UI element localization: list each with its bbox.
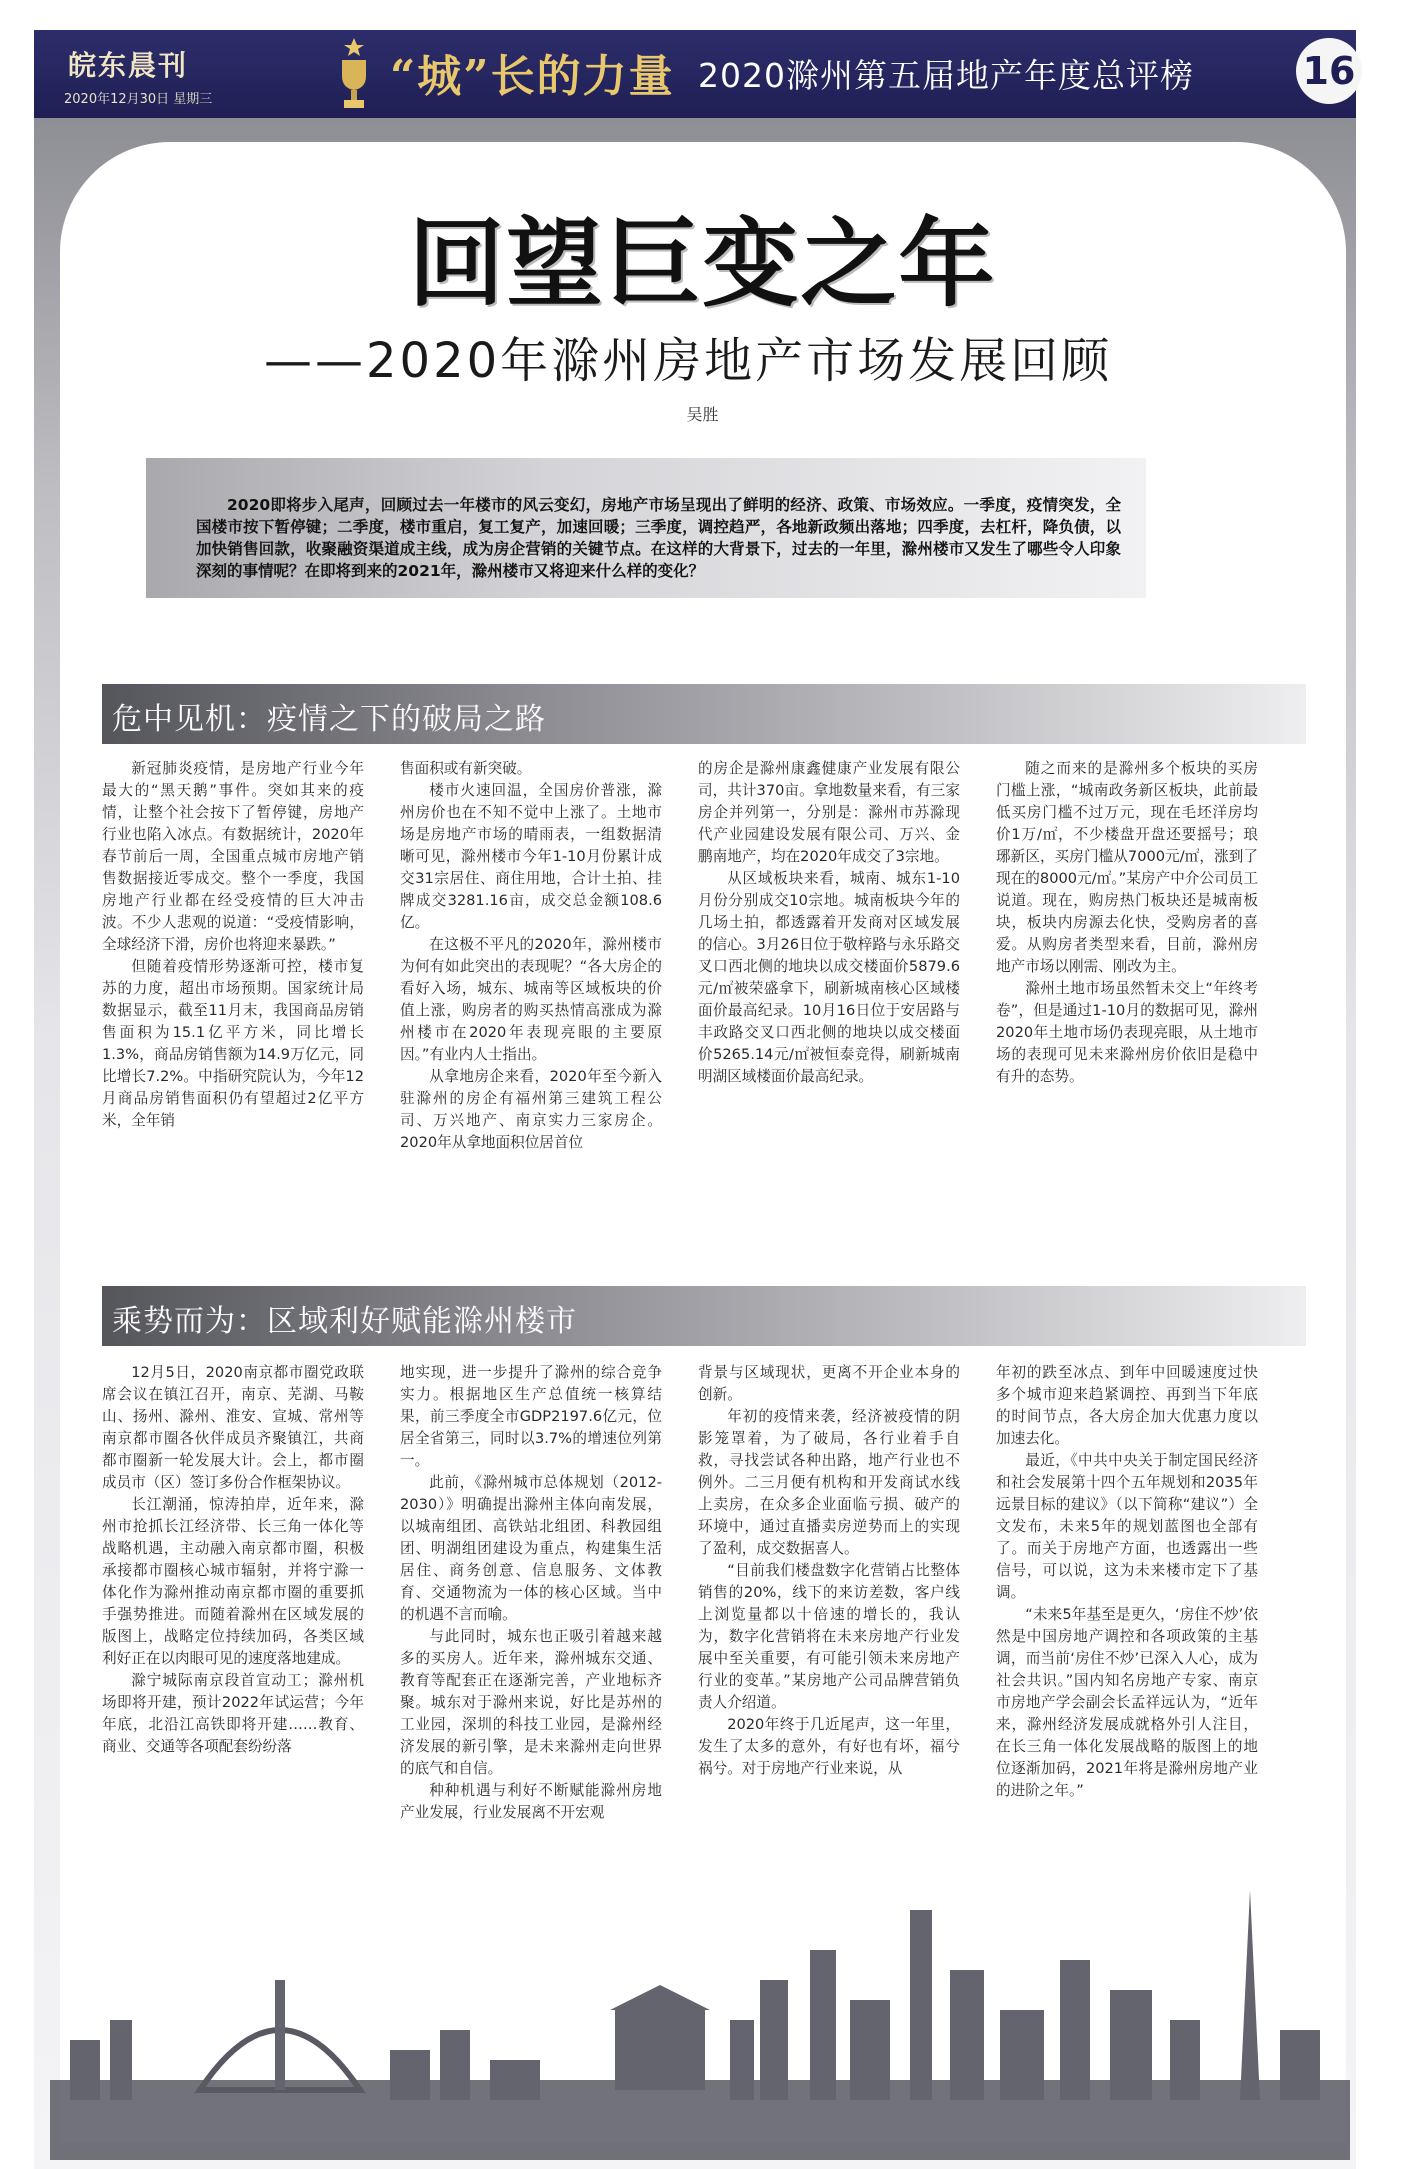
article-subtitle: ——2020年滁州房地产市场发展回顾 bbox=[264, 333, 1113, 389]
paragraph: “目前我们楼盘数字化营销占比整体销售的20%，线下的来访差数，客户线上浏览量都以十倍速的增长的，我认为，数字化营销将在未来房地产行业发展中至关重要，有可能引领未来房地产行业的变革。”某房地产公司品牌营销负责人介绍道。 bbox=[698, 1562, 960, 1711]
paragraph: 年初的跌至冰点、到年中回暖速度过快多个城市迎来趋紧调控、再到当下年底的时间节点，各大房企加大优惠力度以加速去化。 bbox=[996, 1364, 1258, 1447]
paragraph: 种种机遇与利好不断赋能滁州房地产业发展，行业发展离不开宏观 bbox=[400, 1782, 662, 1821]
paragraph: 滁州土地市场虽然暂未交上“年终考卷”，但是通过1-10月的数据可见，滁州2020年土地市场仍表现亮眼，从土地市场的表现可见未来滁州房价依旧是稳中有升的态势。 bbox=[996, 980, 1258, 1085]
issue-date: 2020年12月30日 星期三 bbox=[64, 92, 213, 107]
paragraph: 长江潮涌，惊涛拍岸，近年来，滁州市抢抓长江经济带、长三角一体化等战略机遇，主动融入南京都市圈，积极承接都市圈核心城市辐射，并将宁滁一体化作为滁州推动南京都市圈的重要抓手强势推进。而随着滁州在区域发展的版图上，战略定位持续加码，各类区域利好正在以肉眼可见的速度落地建成。 bbox=[102, 1496, 364, 1667]
trophy-icon bbox=[334, 36, 374, 112]
text-column bbox=[996, 758, 1258, 1154]
text-column bbox=[400, 1362, 662, 1824]
paragraph: 楼市火速回温，全国房价普涨，滁州房价也在不知不觉中上涨了。土地市场是房地产市场的晴雨表，一组数据清晰可见，滁州楼市今年1-10月份累计成交31宗居住、商住用地，合计土拍、挂牌成交3281.16亩，成交总金额108.6亿。 bbox=[400, 782, 662, 931]
section-heading-bar bbox=[102, 1286, 1306, 1346]
paragraph: 此前，《滁州城市总体规划（2012-2030）》明确提出滁州主体向南发展，以城南组团、高铁站北组团、科教园组团、明湖组团建设为重点，构建集生活居住、商务创意、信息服务、文体教育、交通物流为一体的核心区域。当中的机遇不言而喻。 bbox=[400, 1474, 662, 1623]
header-slogan: “城”长的力量 bbox=[390, 51, 675, 102]
text-column bbox=[698, 758, 960, 1154]
paragraph: 2020年终于几近尾声，这一年里，发生了太多的意外，有好也有坏，福兮祸兮。对于房地产行业来说，从 bbox=[698, 1716, 960, 1777]
paragraph: 从区域板块来看，城南、城东1-10月份分别成交10宗地。城南板块今年的几场土拍，都透露着开发商对区域发展的信心。3月26日位于敬梓路与永乐路交叉口西北侧的地块以成交楼面价5879.6元/㎡被荣盛拿下，刷新城南核心区域楼面价最高纪录。10月16日位于安居路与丰政路交叉口西北侧的地块以成交楼面价5265.14元/㎡被恒泰竞得，刷新城南明湖区域楼面价最高纪录。 bbox=[698, 870, 960, 1085]
section-body bbox=[102, 1362, 1258, 1824]
section-heading: 危中见机：疫情之下的破局之路 bbox=[112, 702, 546, 737]
paragraph: 从拿地房企来看，2020年至今新入驻滁州的房企有福州第三建筑工程公司、万兴地产、南京实力三家房企。2020年从拿地面积位居首位 bbox=[400, 1068, 662, 1151]
text-column bbox=[996, 1362, 1258, 1824]
paragraph: 背景与区域现状，更离不开企业本身的创新。 bbox=[698, 1364, 960, 1403]
paragraph: 最近，《中共中央关于制定国民经济和社会发展第十四个五年规划和2035年远景目标的建议》（以下简称“建议”）全文发布，未来5年的规划蓝图也全部有了。而关于房地产方面，也透露出一些信号，可以说，这为未来楼市定下了基调。 bbox=[996, 1452, 1258, 1601]
article-title: 回望巨变之年 bbox=[408, 208, 997, 320]
section-body bbox=[102, 758, 1258, 1154]
paragraph: “未来5年基至是更久，‘房住不炒’依然是中国房地产调控和各项政策的主基调，而当前‘房住不炒’已深入人心，成为社会共识。”国内知名房地产专家、南京市房地产学会副会长孟祥远认为，“近年来，滁州经济发展成就格外引人注目，在长三角一体化发展战略的版图上的地位逐渐加码，2021年将是滁州房地产业的进阶之年。” bbox=[996, 1606, 1258, 1799]
text-column bbox=[102, 1362, 364, 1824]
paragraph: 与此同时，城东也正吸引着越来越多的买房人。近年来，滁州城东交通、教育等配套正在逐渐完善，产业地标齐聚。城东对于滁州来说，好比是苏州的工业园，深圳的科技工业园，是滁州经济发展的新引擎，是未来滁州走向世界的底气和自信。 bbox=[400, 1628, 662, 1777]
newspaper-name: 皖东晨刊 bbox=[68, 49, 189, 82]
paragraph: 新冠肺炎疫情，是房地产行业今年最大的“黑天鹅”事件。突如其来的疫情，让整个社会按下了暂停键，房地产行业也陷入冰点。有数据统计，2020年春节前后一周，全国重点城市房地产销售数据接近零成交。整个一季度，我国房地产行业都在经受疫情的巨大冲击波。不少人悲观的说道：“受疫情影响，全球经济下滑，房价也将迎来暴跌。” bbox=[102, 760, 364, 953]
paragraph: 12月5日，2020南京都市圈党政联席会议在镇江召开，南京、芜湖、马鞍山、扬州、滁州、淮安、宣城、常州等南京都市圈各伙伴成员齐聚镇江，共商都市圈新一轮发展大计。会上，都市圈成员市（区）签订多份合作框架协议。 bbox=[102, 1364, 364, 1491]
paragraph: 在这极不平凡的2020年，滁州楼市为何有如此突出的表现呢？“各大房企的看好入场，城东、城南等区域板块的价值上涨，购房者的购买热情高涨成为滁州楼市在2020年表现亮眼的主要原因。”有业内人士指出。 bbox=[400, 936, 662, 1063]
paragraph: 的房企是滁州康鑫健康产业发展有限公司，共计370亩。拿地数量来看，有三家房企并列第一，分别是：滁州市苏滁现代产业园建设发展有限公司、万兴、金鹏南地产，均在2020年成交了3宗地。 bbox=[698, 760, 960, 865]
article-author: 吴胜 bbox=[686, 405, 719, 424]
paragraph: 地实现，进一步提升了滁州的综合竞争实力。根据地区生产总值统一核算结果，前三季度全市GDP2197.6亿元，位居全省第三，同时以3.7%的增速位列第一。 bbox=[400, 1364, 662, 1469]
paragraph: 年初的疫情来袭，经济被疫情的阴影笼罩着，为了破局，各行业着手自救，寻找尝试各种出路，地产行业也不例外。二三月便有机构和开发商试水线上卖房，在众多企业面临亏损、破产的环境中，通过直播卖房逆势而上的实现了盈利，成交数据喜人。 bbox=[698, 1408, 960, 1557]
page-header bbox=[34, 30, 1356, 118]
paragraph: 售面积或有新突破。 bbox=[400, 760, 532, 777]
section-heading: 乘势而为：区域利好赋能滁州楼市 bbox=[112, 1304, 577, 1339]
article-intro: 2020即将步入尾声，回顾过去一年楼市的风云变幻，房地产市场呈现出了鲜明的经济、政策、市场效应。一季度，疫情突发，全国楼市按下暂停键；二季度，楼市重启，复工复产，加速回暖；三季度，调控趋严，各地新政频出落地；四季度，去杠杆，降负债，以加快销售回款，收聚融资渠道成主线，成为房企营销的关键节点。在这样的大背景下，过去的一年里，滁州楼市又发生了哪些令人印象深刻的事情呢？在即将到来的2021年，滁州楼市又将迎来什么样的变化？ bbox=[196, 496, 1121, 580]
header-title: 2020滁州第五届地产年度总评榜 bbox=[698, 56, 1194, 95]
text-column bbox=[698, 1362, 960, 1824]
city-skyline-illustration bbox=[50, 1850, 1350, 2160]
paragraph: 随之而来的是滁州多个板块的买房门槛上涨，“城南政务新区板块，此前最低买房门槛不过万元，现在毛坯洋房均价1万/㎡，不少楼盘开盘还要摇号；琅琊新区，买房门槛从7000元/㎡，涨到了现在的8000元/㎡。”某房产中介公司员工说道。现在，购房热门板块还是城南板块，板块内房源去化快，受购房者的喜爱。从购房者类型来看，目前，滁州房地产市场以刚需、刚改为主。 bbox=[996, 760, 1258, 975]
text-column bbox=[102, 758, 364, 1154]
text-column bbox=[400, 758, 662, 1154]
section-heading-bar bbox=[102, 684, 1306, 744]
paragraph: 但随着疫情形势逐渐可控，楼市复苏的力度，超出市场预期。国家统计局数据显示，截至11月末，我国商品房销售面积为15.1亿平方米，同比增长1.3%，商品房销售额为14.9万亿元，同比增长7.2%。中指研究院认为，今年12月商品房销售面积仍有望超过2亿平方米，全年销 bbox=[102, 958, 364, 1129]
page-number-badge: 16 bbox=[1296, 38, 1362, 104]
paragraph: 滁宁城际南京段首宣动工；滁州机场即将开建，预计2022年试运营；今年年底，北沿江高铁即将开建……教育、商业、交通等各项配套纷纷落 bbox=[102, 1672, 364, 1755]
